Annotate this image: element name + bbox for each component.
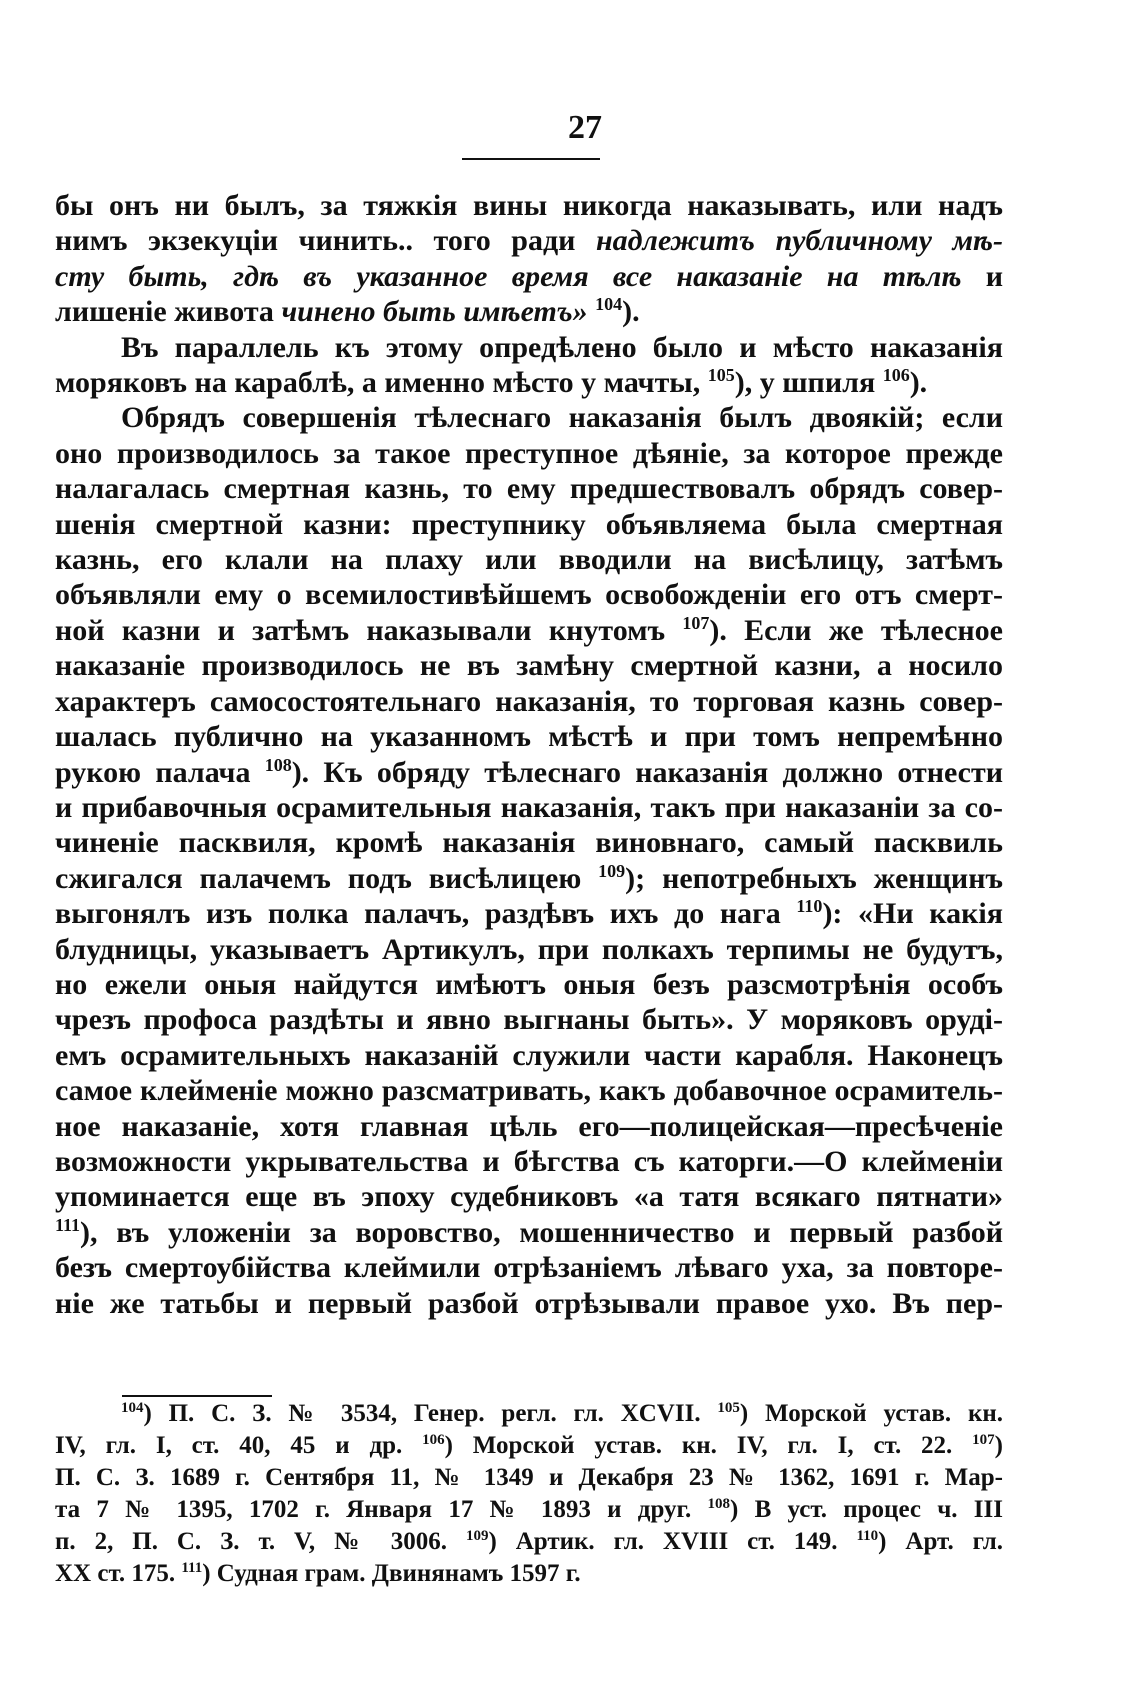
- text-line: [55, 1073, 1003, 1108]
- footnote-reference: 109: [465, 1528, 489, 1544]
- text-run: п. 2, П. С. З. т. V, № 3006.: [55, 1528, 466, 1555]
- footnote-reference: 110: [796, 896, 823, 917]
- emphasized-text: надлежитъ публичному мѣ-: [596, 224, 1003, 258]
- text-run: чрезъ профоса раздѣты и явно выгнаны быть». У моряковъ оруді-: [55, 1003, 1003, 1037]
- text-line: [55, 507, 1003, 542]
- text-line: [55, 330, 1003, 365]
- text-line: [55, 294, 1003, 329]
- text-run: ): [994, 1432, 1003, 1459]
- footnote-separator: [122, 1395, 272, 1397]
- text-run: моряковъ на караблѣ, а именно мѣсто у мачты,: [55, 366, 708, 400]
- footnote-reference: 104: [121, 1400, 144, 1416]
- text-line: [55, 790, 1003, 825]
- text-line: [55, 613, 1003, 648]
- text-run: лишеніе живота: [55, 295, 282, 329]
- text-run: ніе же татьбы и первый разбой отрѣзывали правое ухо. Въ пер-: [55, 1286, 1003, 1320]
- footnote-reference: 107: [682, 613, 710, 634]
- text-run: упоминается еще въ эпоху судебниковъ «а татя всякаго пятнати»: [55, 1180, 1003, 1214]
- text-line: [55, 648, 1003, 683]
- text-run: ной казни и затѣмъ наказывали кнутомъ: [55, 613, 683, 647]
- emphasized-text: сту быть, гдѣ въ указанное время все наказаніе на тѣлѣ: [55, 259, 962, 293]
- text-run: объявляли ему о всемилостивѣйшемъ освобожденіи его отъ смерт-: [55, 578, 1003, 612]
- text-run: но ежели оныя найдутся имѣютъ оныя безъ разсмотрѣнія особъ: [55, 967, 1003, 1001]
- footnote-line: [55, 1430, 1003, 1462]
- text-line: [55, 684, 1003, 719]
- text-line: [55, 577, 1003, 612]
- text-run: наказаніе производилось не въ замѣну смертной казни, а носило: [55, 649, 1003, 683]
- footnote-line: [55, 1398, 1003, 1430]
- footnote-reference: 106: [422, 1432, 445, 1448]
- footnote-reference: 108: [264, 754, 292, 775]
- text-line: [55, 967, 1003, 1002]
- text-line: [55, 1144, 1003, 1179]
- text-line: [55, 719, 1003, 754]
- footnote-reference: 109: [598, 860, 626, 881]
- text-run: рукою палача: [55, 755, 265, 789]
- text-run: емъ осрамительныхъ наказаній служили части карабля. Наконецъ: [55, 1038, 1003, 1072]
- footnote-line: [55, 1558, 1003, 1590]
- text-run: ).: [622, 295, 640, 329]
- footnote-line: [55, 1462, 1003, 1494]
- text-run: ) Артик. гл. XVIII ст. 149.: [488, 1528, 857, 1555]
- text-line: [55, 436, 1003, 471]
- text-line: [55, 1002, 1003, 1037]
- footnote-reference: 110: [856, 1528, 879, 1544]
- page-number-rule: [462, 158, 600, 160]
- text-run: возможности укрывательства и бѣгства съ каторги.—О клейменіи: [55, 1144, 1003, 1178]
- text-run: бы онъ ни былъ, за тяжкія вины никогда наказывать, или надъ: [55, 189, 1003, 222]
- text-run: шенія смертной казни: преступнику объявляема была смертная: [55, 507, 1003, 541]
- text-run: ). Если же тѣлесное: [709, 613, 1003, 647]
- text-run: ); непотребныхъ женщинъ: [625, 861, 1003, 895]
- text-run: ).: [909, 366, 928, 400]
- footnote-line: [55, 1526, 1003, 1558]
- text-line: [55, 1038, 1003, 1073]
- footnote-reference: 105: [717, 1400, 740, 1416]
- text-run: блудницы, указываетъ Артикулъ, при полкахъ терпимы не будутъ,: [55, 932, 1003, 966]
- text-run: ), въ уложеніи за воровство, мошенничество и первый разбой: [80, 1215, 1003, 1249]
- emphasized-text: чинено быть имѣетъ»: [281, 295, 588, 329]
- text-run: и прибавочныя осрамительныя наказанія, такъ при наказаніи за со-: [55, 790, 1003, 824]
- text-run: безъ смертоубійства клеймили отрѣзаніемъ лѣваго уха, за повторе-: [55, 1251, 1003, 1285]
- text-line: [55, 755, 1003, 790]
- footnote-reference: 107: [972, 1432, 995, 1448]
- text-run: ): «Ни какія: [822, 897, 1003, 931]
- text-run: ное наказаніе, хотя главная цѣль его—полицейская—пресѣченіе: [55, 1109, 1003, 1143]
- text-run: казнь, его клали на плаху или вводили на висѣлицу, затѣмъ: [55, 543, 1003, 577]
- text-line: [55, 400, 1003, 435]
- text-run: шалась публично на указанномъ мѣстѣ и при томъ непремѣнно: [55, 720, 1003, 754]
- text-run: П. С. З. 1689 г. Сентября 11, № 1349 и Декабря 23 № 1362, 1691 г. Мар-: [55, 1464, 1003, 1491]
- text-run: ) В уст. процес ч. III: [730, 1496, 1003, 1523]
- text-run: XX ст. 175.: [55, 1560, 182, 1587]
- footnote-reference: 104: [595, 294, 623, 315]
- page-number: 27: [568, 109, 602, 146]
- text-run: та 7 № 1395, 1702 г. Января 17 № 1893 и друг.: [55, 1496, 708, 1523]
- text-line: [55, 1250, 1003, 1285]
- text-run: налагалась смертная казнь, то ему предшествовалъ обрядъ совер-: [55, 472, 1003, 506]
- text-run: выгонялъ изъ полка палачъ, раздѣвъ ихъ до нага: [55, 897, 797, 931]
- text-run: ) Арт. гл.: [878, 1528, 1003, 1555]
- text-line: [55, 365, 1003, 400]
- body-text: [55, 188, 1003, 1321]
- footnote-line: [55, 1494, 1003, 1526]
- text-run: нимъ экзекуціи чинить.. того ради: [55, 224, 597, 258]
- text-run: Обрядъ совершенія тѣлеснаго наказанія былъ двоякій; если: [121, 401, 1003, 435]
- text-run: ) Морской устав. кн.: [739, 1400, 1003, 1427]
- text-run: чиненіе пасквиля, кромѣ наказанія виновнаго, самый пасквиль: [55, 826, 1003, 860]
- text-run: Въ параллель къ этому опредѣлено было и мѣсто наказанія: [121, 330, 1003, 364]
- text-run: самое клейменіе можно разсматривать, какъ добавочное осрамитель-: [55, 1074, 1003, 1108]
- text-line: [55, 542, 1003, 577]
- footnote-reference: 111: [181, 1560, 203, 1576]
- text-line: [55, 223, 1003, 258]
- text-line: [55, 861, 1003, 896]
- text-run: ) П. С. З. № 3534, Генер. регл. гл. XCVII.: [143, 1400, 718, 1427]
- text-line: [55, 1179, 1003, 1214]
- text-run: ) Судная грам. Двинянамъ 1597 г.: [202, 1560, 581, 1587]
- footnote-reference: 105: [707, 365, 735, 386]
- text-run: ). Къ обряду тѣлеснаго наказанія должно отнести: [291, 755, 1003, 789]
- footnote-reference: 111: [55, 1214, 81, 1235]
- text-line: [55, 259, 1003, 294]
- text-run: характеръ самосостоятельнаго наказанія, то торговая казнь совер-: [55, 684, 1003, 718]
- text-run: ), у шпиля: [734, 366, 883, 400]
- text-line: [55, 1109, 1003, 1144]
- text-line: [55, 896, 1003, 931]
- text-line: [55, 188, 1003, 223]
- text-run: ) Морской устав. кн. IV, гл. I, ст. 22.: [444, 1432, 973, 1459]
- text-line: [55, 1286, 1003, 1321]
- text-run: оно производилось за такое преступное дѣяніе, за которое прежде: [55, 436, 1003, 470]
- footnote-reference: 106: [882, 365, 910, 386]
- text-line: [55, 1215, 1003, 1250]
- text-line: [55, 471, 1003, 506]
- text-run: и: [961, 259, 1003, 293]
- footnotes: [55, 1398, 1003, 1590]
- text-run: IV, гл. I, ст. 40, 45 и др.: [55, 1432, 423, 1459]
- text-line: [55, 932, 1003, 967]
- text-run: сжигался палачемъ подъ висѣлицею: [55, 861, 599, 895]
- footnote-reference: 108: [707, 1496, 731, 1512]
- text-line: [55, 825, 1003, 860]
